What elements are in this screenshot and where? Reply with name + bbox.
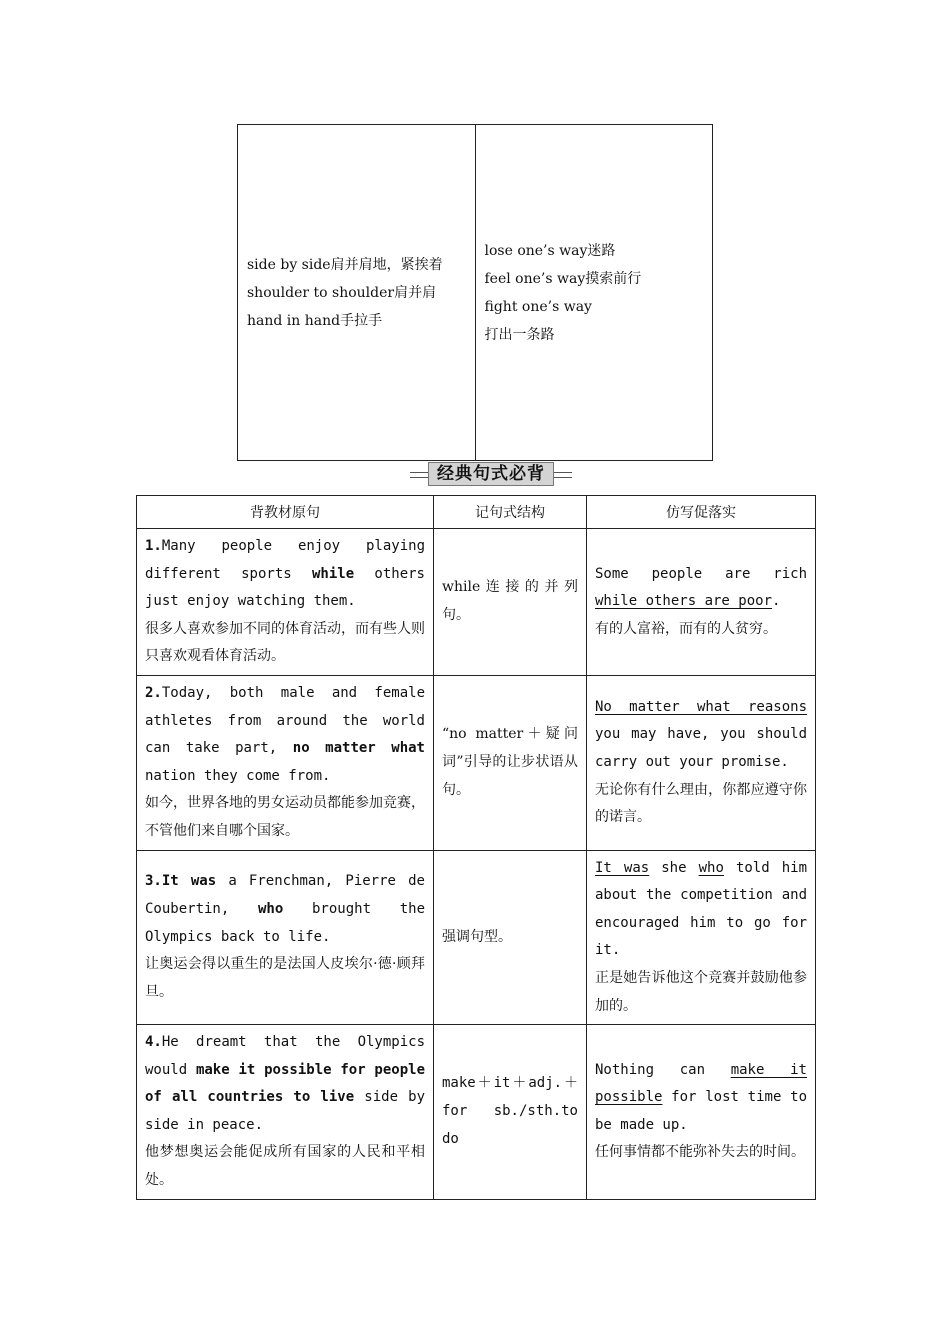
sentence-text: brought the Olympics back to life. — [145, 900, 425, 945]
phrase-line: feel one’s way摸索前行 — [484, 270, 642, 287]
structure-text: while连接的并列句。 — [442, 579, 578, 623]
imitation-translation: 有的人富裕，而有的人贫穷。 — [595, 620, 777, 637]
imitation-sentence — [595, 855, 807, 965]
sentence-text: Many people enjoy playing different sports — [145, 538, 425, 582]
original-sentence — [145, 533, 425, 616]
phrase-line: fight one’s way — [484, 298, 592, 315]
imitation-sentence — [595, 1057, 807, 1140]
structure-cell — [434, 529, 587, 676]
sentence-table — [136, 495, 816, 1200]
structure-cell — [434, 675, 587, 850]
original-translation: 如今，世界各地的男女运动员都能参加竞赛，不管他们来自哪个国家。 — [145, 795, 425, 839]
phrase-table — [237, 124, 713, 461]
table-row — [137, 1025, 816, 1200]
sentence-text: He dreamt that the Olympics would — [145, 1034, 425, 1078]
section-title: 经典句式必背 — [428, 462, 554, 486]
keyword-text: It was — [161, 873, 217, 890]
imitation-cell — [587, 850, 816, 1025]
phrase-line: hand in hand手拉手 — [247, 312, 383, 329]
structure-text: “no matter＋疑问词”引导的让步状语从句。 — [442, 726, 578, 798]
imitation-cell — [587, 529, 816, 676]
keyword-text: while — [311, 565, 355, 582]
keyword-text: no matter what — [292, 740, 425, 757]
original-sentence — [145, 868, 425, 951]
original-sentence — [145, 1029, 425, 1139]
column-header: 背教材原句 — [137, 496, 434, 529]
phrase-cell-right — [475, 125, 713, 461]
phrase-line: 打出一条路 — [484, 326, 555, 343]
sentence-text: Some people are rich — [595, 565, 807, 582]
sentence-text: you may have, you should carry out your promise. — [595, 726, 807, 770]
item-number: 4. — [145, 1034, 162, 1051]
original-sentence — [145, 680, 425, 790]
sentence-text: for lost time to be made up. — [595, 1089, 807, 1133]
item-number: 2. — [145, 684, 162, 701]
phrase-cell-left — [238, 125, 476, 461]
keyword-text: make it possible for people of all countries to live — [145, 1061, 426, 1106]
sentence-text: Nothing can — [595, 1061, 731, 1078]
sentence-text: nation they come from. — [145, 767, 331, 784]
imitation-sentence — [595, 561, 807, 616]
structure-cell — [434, 1025, 587, 1200]
original-sentence-cell — [137, 675, 434, 850]
phrase-line: shoulder to shoulder肩并肩 — [247, 284, 437, 301]
imitation-translation: 正是她告诉他这个竞赛并鼓励他参加的。 — [595, 969, 807, 1014]
phrase-line: side by side肩并肩地，紧挨着 — [247, 256, 443, 273]
structure-text: 强调句型。 — [442, 928, 512, 945]
sentence-text: side by side in peace. — [145, 1089, 425, 1133]
answer-text: No matter what reasons — [595, 698, 807, 715]
original-translation: 让奥运会得以重生的是法国人皮埃尔·德·顾拜旦。 — [145, 956, 425, 1000]
imitation-cell — [587, 1025, 816, 1200]
imitation-translation: 任何事情都不能弥补失去的时间。 — [595, 1144, 805, 1161]
structure-text: make＋it＋adj.＋for sb./sth.to do — [442, 1075, 578, 1147]
imitation-cell — [587, 675, 816, 850]
sentence-text: others just enjoy watching them. — [145, 565, 425, 610]
sentence-text: . — [772, 593, 781, 610]
phrase-line: lose one’s way迷路 — [484, 242, 616, 259]
original-sentence-cell — [137, 529, 434, 676]
original-translation: 他梦想奥运会能促成所有国家的人民和平相处。 — [145, 1144, 425, 1189]
sentence-text: a Frenchman, Pierre de Coubertin, — [145, 873, 425, 917]
table-row — [137, 850, 816, 1025]
sentence-text: she — [649, 859, 699, 876]
column-header: 记句式结构 — [434, 496, 587, 529]
original-sentence-cell — [137, 850, 434, 1025]
answer-text: who — [698, 859, 724, 876]
structure-cell — [434, 850, 587, 1025]
item-number: 3. — [145, 873, 162, 890]
original-translation: 很多人喜欢参加不同的体育活动，而有些人则只喜欢观看体育活动。 — [145, 620, 425, 665]
column-header: 仿写促落实 — [587, 496, 816, 529]
answer-text: make it possible — [595, 1061, 807, 1106]
sentence-text: Today, both male and female athletes from around the world can take part, — [145, 684, 425, 757]
original-sentence-cell — [137, 1025, 434, 1200]
item-number: 1. — [145, 538, 162, 554]
imitation-sentence — [595, 694, 807, 777]
imitation-translation: 无论你有什么理由，你都应遵守你的诺言。 — [595, 781, 807, 826]
keyword-text: who — [258, 900, 284, 917]
table-row — [137, 675, 816, 850]
sentence-text: told him about the competition and encouraged him to go for it. — [595, 859, 807, 959]
table-row — [137, 529, 816, 676]
table-header-row — [137, 496, 816, 529]
section-banner — [410, 462, 572, 486]
answer-text: while others are poor — [595, 593, 773, 610]
answer-text: It was — [595, 859, 650, 876]
